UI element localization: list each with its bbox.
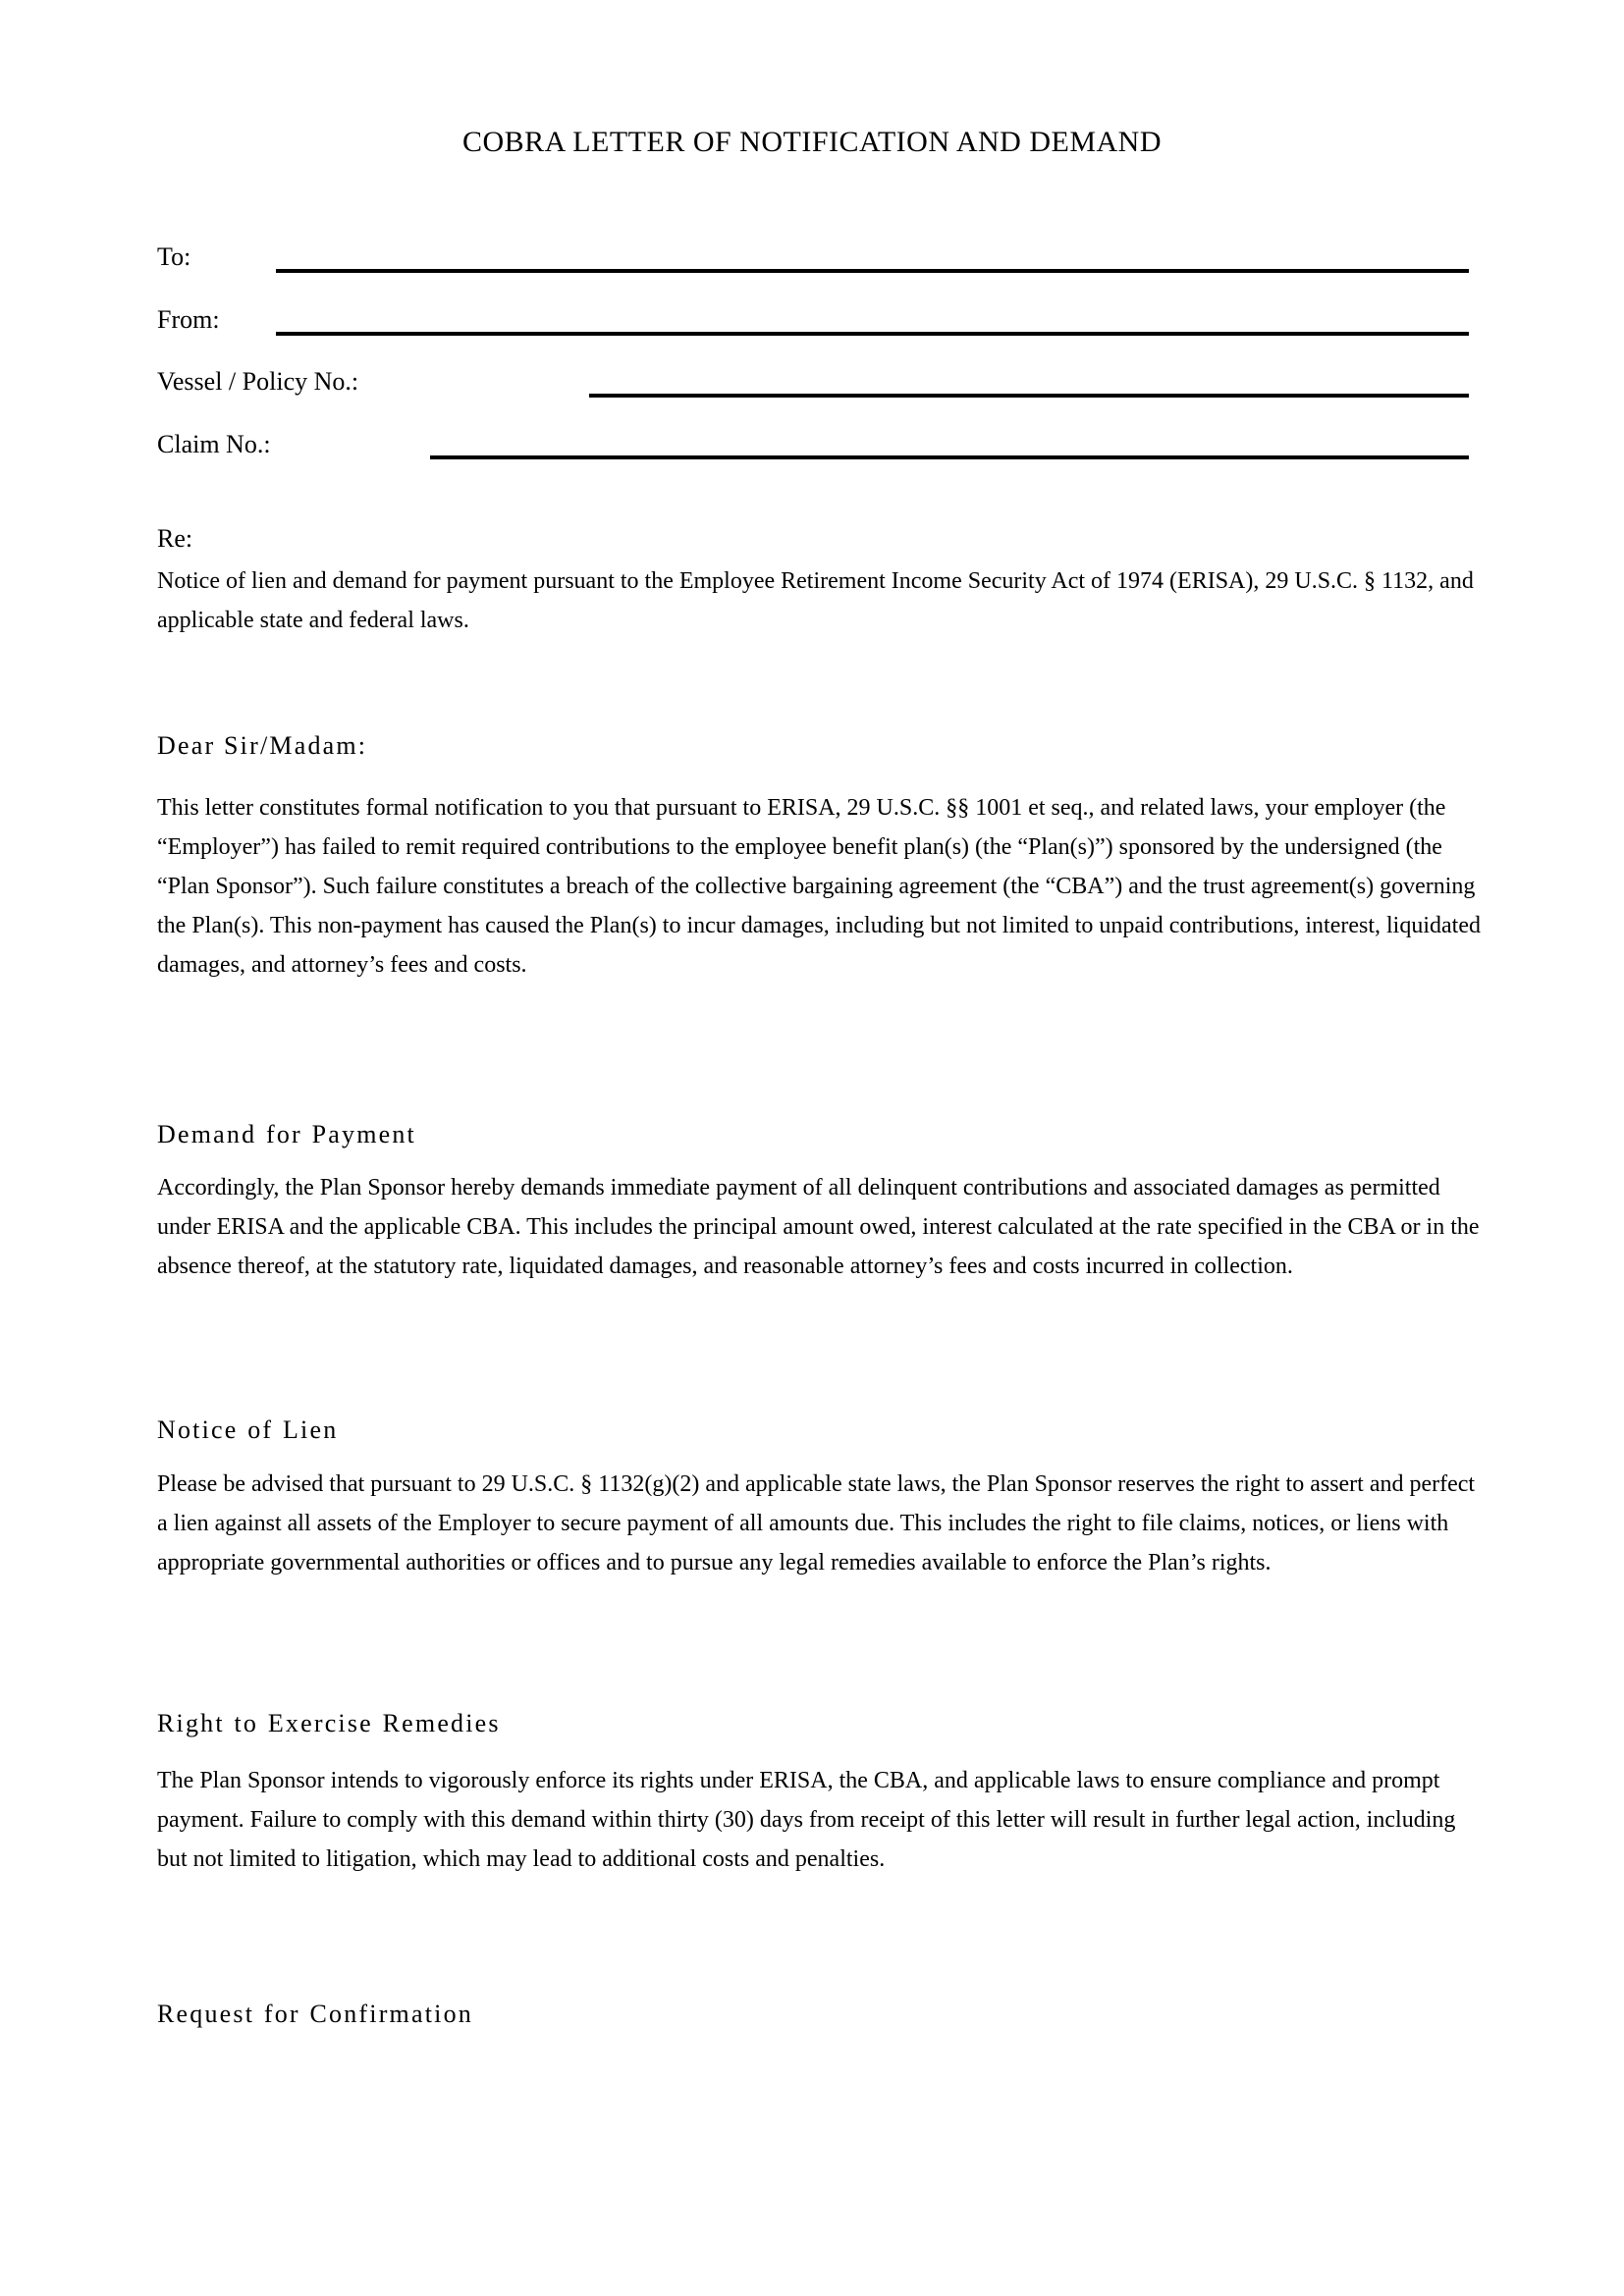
from-label: From: — [157, 305, 220, 334]
vessel-policy-no-label: Vessel / Policy No.: — [157, 367, 359, 396]
claim-no-fill-line — [430, 455, 1469, 459]
section-heading-demand-for-payment: Demand for Payment — [157, 1120, 416, 1148]
re-label: Re: — [157, 524, 193, 553]
section-heading-notice-of-lien: Notice of Lien — [157, 1415, 339, 1444]
re-paragraph: Notice of lien and demand for payment pursuant to the Employee Retirement Income Security Act of 1974 (ERISA), 29 U.S.C. § 1132, and applicable state and federal laws. — [157, 568, 1474, 633]
section-body-notice-of-lien: Please be advised that pursuant to 29 U.S.C. § 1132(g)(2) and applicable state laws, the Plan Sponsor reserves the right to assert and perfect a lien against all assets of the Employer to secure payment of all amounts due. This includes the right to file claims, notices, or liens with appropriate governmental authorities or offices and to pursue any legal remedies available to enforce the Plan’s rights. — [157, 1471, 1476, 1575]
intro-paragraph: This letter constitutes formal notification to you that pursuant to ERISA, 29 U.S.C. §§ 1001 et seq., and related laws, your employer (the “Employer”) has failed to remit required contributions to the employee benefit plan(s) (the “Plan(s)”) sponsored by the undersigned (the “Plan Sponsor”). Such failure constitutes a breach of the collective bargaining agreement (the “CBA”) and the trust agreement(s) governing the Plan(s). This non-payment has caused the Plan(s) to incur damages, including but not limited to unpaid contributions, interest, liquidated damages, and attorney’s fees and costs. — [157, 795, 1481, 978]
section-heading-request-for-confirmation: Request for Confirmation — [157, 2000, 473, 2028]
section-body-demand-for-payment: Accordingly, the Plan Sponsor hereby demands immediate payment of all delinquent contributions and associated damages as permitted under ERISA and the applicable CBA. This includes the principal amount owed, interest calculated at the rate specified in the CBA or in the absence thereof, at the statutory rate, liquidated damages, and reasonable attorney’s fees and costs incurred in collection. — [157, 1175, 1480, 1279]
to-label: To: — [157, 242, 191, 271]
vessel-policy-no-fill-line — [589, 394, 1469, 398]
to-fill-line — [276, 269, 1469, 273]
section-body-right-to-exercise-remedies: The Plan Sponsor intends to vigorously enforce its rights under ERISA, the CBA, and applicable laws to ensure compliance and prompt payment. Failure to comply with this demand within thirty (30) days from receipt of this letter will result in further legal action, including but not limited to litigation, which may lead to additional costs and penalties. — [157, 1768, 1456, 1872]
document-title: COBRA LETTER OF NOTIFICATION AND DEMAND — [461, 126, 1162, 158]
claim-no-label: Claim No.: — [157, 430, 271, 458]
section-heading-right-to-exercise-remedies: Right to Exercise Remedies — [157, 1709, 501, 1737]
from-fill-line — [276, 332, 1469, 336]
salutation: Dear Sir/Madam: — [157, 731, 368, 760]
